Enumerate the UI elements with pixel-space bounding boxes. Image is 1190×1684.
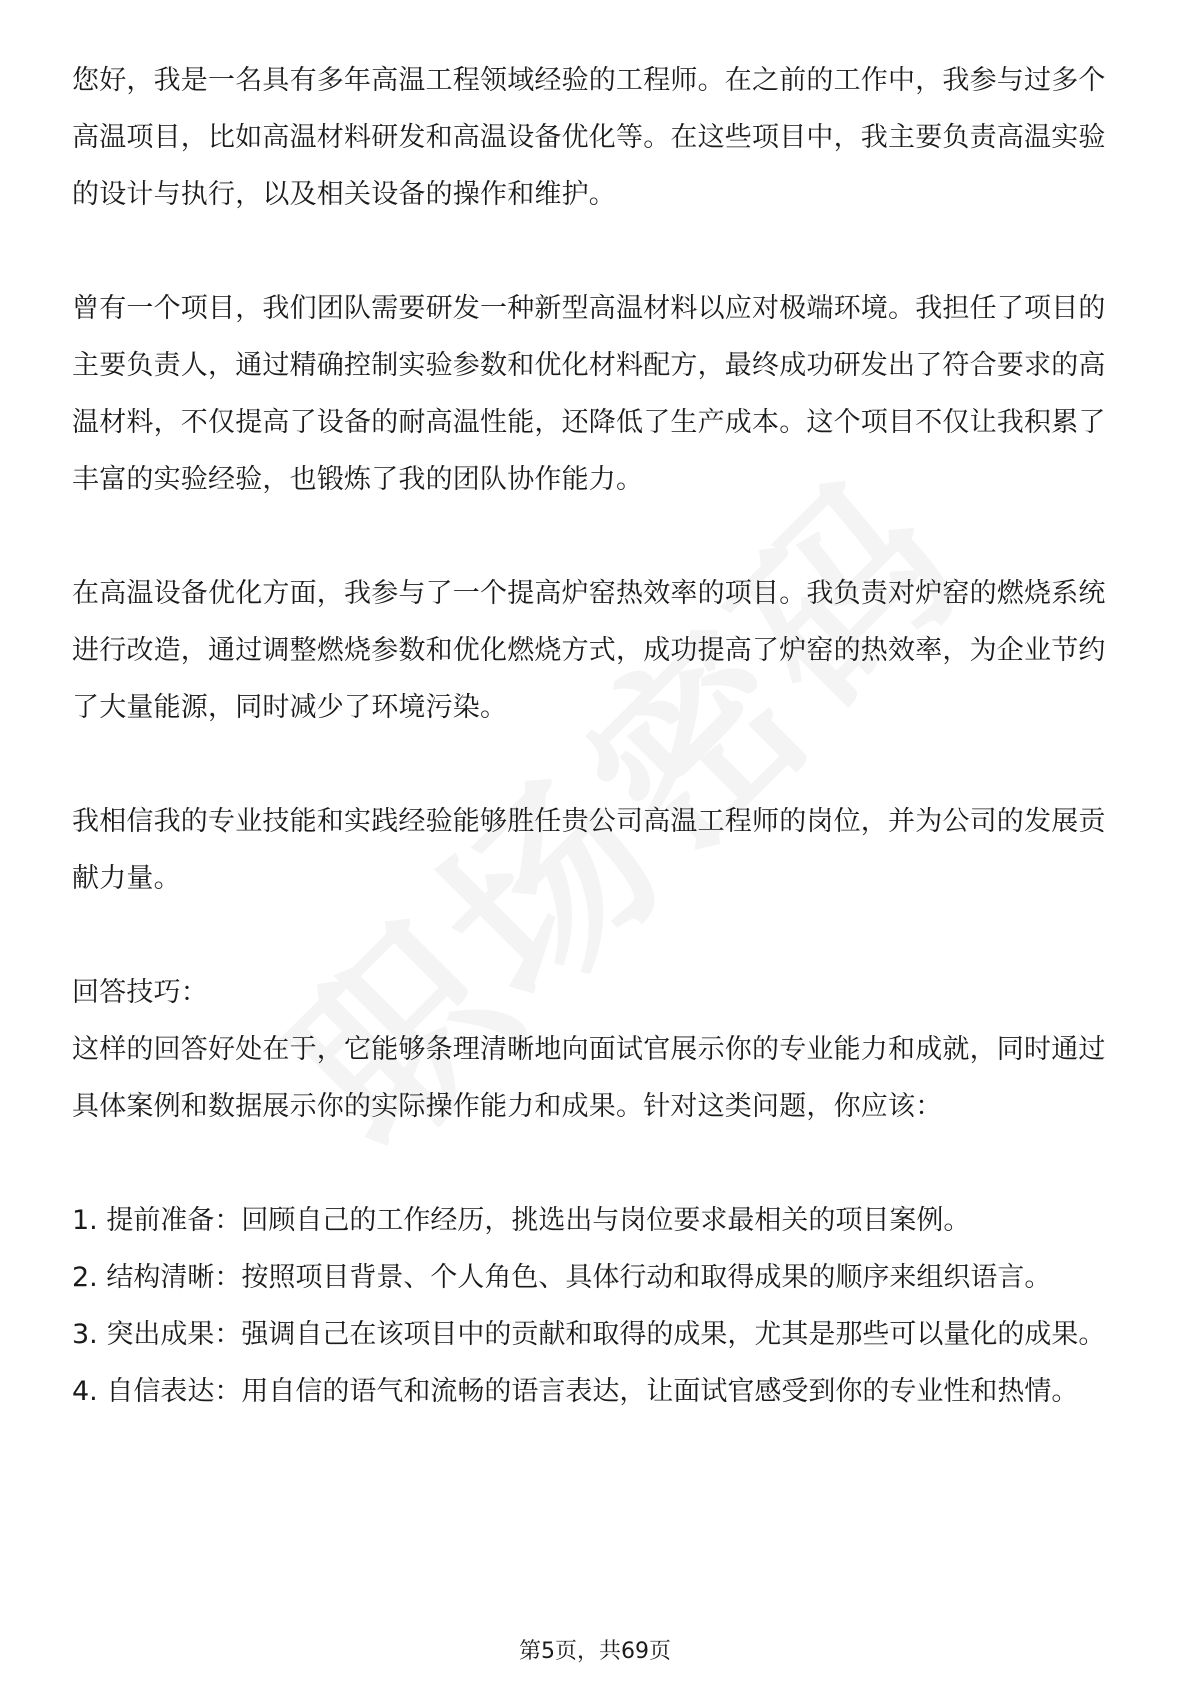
tip-item: 2. 结构清晰：按照项目背景、个人角色、具体行动和取得成果的顺序来组织语言。	[72, 1262, 1052, 1293]
tip-item: 3. 突出成果：强调自己在该项目中的贡献和取得的成果，尤其是那些可以量化的成果。	[72, 1319, 1106, 1350]
paragraph-intro: 您好，我是一名具有多年高温工程领域经验的工程师。在之前的工作中，我参与过多个高温项目，比如高温材料研发和高温设备优化等。在这些项目中，我主要负责高温实验的设计与执行，以及相关设备的操作和维护。	[72, 65, 1106, 210]
tip-item: 4. 自信表达：用自信的语气和流畅的语言表达，让面试官感受到你的专业性和热情。	[72, 1376, 1079, 1407]
tip-item: 1. 提前准备：回顾自己的工作经历，挑选出与岗位要求最相关的项目案例。	[72, 1205, 971, 1236]
paragraph-project-kiln: 在高温设备优化方面，我参与了一个提高炉窑热效率的项目。我负责对炉窑的燃烧系统进行改造，通过调整燃烧参数和优化燃烧方式，成功提高了炉窑的热效率，为企业节约了大量能源，同时减少了环境污染。	[72, 578, 1106, 723]
document-body	[72, 52, 1122, 1420]
paragraph-closing: 我相信我的专业技能和实践经验能够胜任贵公司高温工程师的岗位，并为公司的发展贡献力量。	[72, 806, 1106, 894]
page-number: 第5页，共69页	[519, 1639, 671, 1664]
paragraph-project-materials: 曾有一个项目，我们团队需要研发一种新型高温材料以应对极端环境。我担任了项目的主要负责人，通过精确控制实验参数和优化材料配方，最终成功研发出了符合要求的高温材料，不仅提高了设备的耐高温性能，还降低了生产成本。这个项目不仅让我积累了丰富的实验经验，也锻炼了我的团队协作能力。	[72, 293, 1106, 495]
tips-heading: 回答技巧：	[72, 977, 208, 1008]
tips-intro: 这样的回答好处在于，它能够条理清晰地向面试官展示你的专业能力和成就，同时通过具体案例和数据展示你的实际操作能力和成果。针对这类问题，你应该：	[72, 1034, 1106, 1122]
